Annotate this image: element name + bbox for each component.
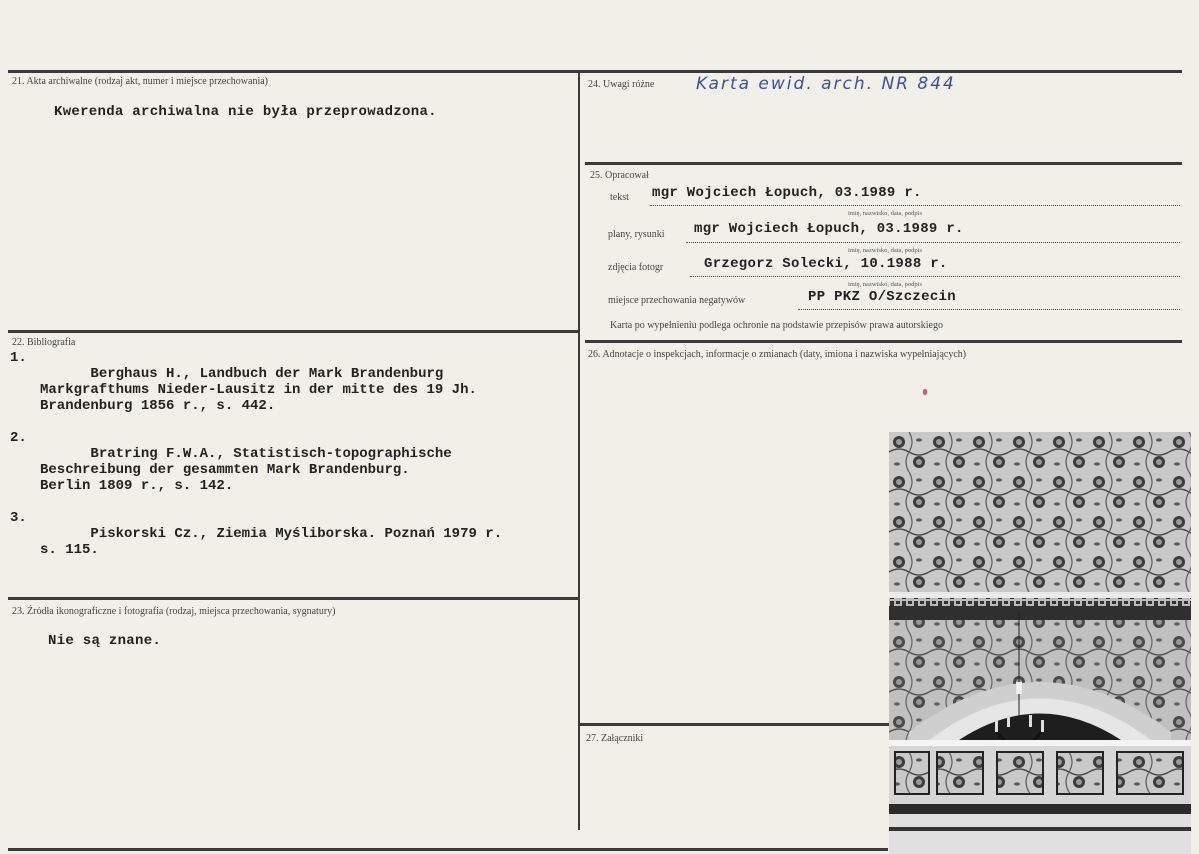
bottom-rule bbox=[8, 848, 888, 851]
zdjecia-dotline bbox=[690, 276, 1180, 277]
tekst-dotline bbox=[650, 205, 1180, 206]
miejsce-value: PP PKZ O/Szczecin bbox=[808, 289, 956, 305]
bibliography-item-number: 1. bbox=[10, 350, 27, 366]
pink-mark bbox=[923, 389, 927, 395]
copyright-note: Karta po wypełnieniu podlega ochronie na podstawie przepisów prawa autorskiego bbox=[610, 320, 943, 331]
plany-value: mgr Wojciech Łopuch, 03.1989 r. bbox=[694, 221, 964, 237]
bibliography-item-text: Piskorski Cz., Ziemia Myśliborska. Poznań 1979 r. s. 115. bbox=[40, 526, 503, 558]
bibliography-item-number: 2. bbox=[10, 430, 27, 446]
bibliography-item-text: Bratring F.W.A., Statistisch-topographische Beschreibung der gesammten Mark Brandenburg. Berlin 1809 r., s. 142. bbox=[40, 446, 452, 494]
bibliography-list bbox=[10, 350, 502, 574]
rule-22-23 bbox=[8, 597, 578, 600]
bibliography-item bbox=[10, 510, 502, 574]
section24-handwritten-note: Karta ewid. arch. NR 844 bbox=[696, 74, 956, 94]
plany-dotline bbox=[686, 242, 1180, 243]
plany-caption: imię, nazwisko, data, podpis bbox=[848, 247, 923, 254]
section24-label: 24. Uwagi różne bbox=[588, 79, 655, 90]
bibliography-item bbox=[10, 430, 502, 510]
rule-21-22 bbox=[8, 330, 578, 333]
zdjecia-caption: imię, nazwisko, data, podpis bbox=[848, 281, 923, 288]
zdjecia-label: zdjęcia fotogr bbox=[608, 262, 664, 273]
rule-24-25 bbox=[585, 162, 1182, 165]
miejsce-label: miejsce przechowania negatywów bbox=[608, 295, 746, 306]
plany-label: plany, rysunki bbox=[608, 229, 665, 240]
bibliography-item-text: Berghaus H., Landbuch der Mark Brandenburg Markgrafthums Nieder-Lausitz in der mitte des 19 Jh. Brandenburg 1856 r., s. 442. bbox=[40, 366, 477, 414]
tekst-caption: imię, nazwisko, data, podpis bbox=[848, 210, 923, 217]
section22-label: 22. Bibliografia bbox=[12, 337, 76, 348]
section21-text: Kwerenda archiwalna nie była przeprowadzona. bbox=[54, 104, 437, 120]
section23-label: 23. Źródła ikonograficzne i fotografia (rodzaj, miejsca przechowania, sygnatury) bbox=[12, 606, 336, 617]
section21-label: 21. Akta archiwalne (rodzaj akt, numer i miejsce przechowania) bbox=[12, 76, 269, 87]
section27-label: 27. Załączniki bbox=[586, 733, 644, 744]
bibliography-item-number: 3. bbox=[10, 510, 27, 526]
bibliography-item bbox=[10, 350, 502, 430]
section23-text: Nie są znane. bbox=[48, 633, 162, 649]
zdjecia-value: Grzegorz Solecki, 10.1988 r. bbox=[704, 256, 948, 272]
rule-25-26 bbox=[585, 340, 1182, 343]
church-interior-photo bbox=[889, 432, 1191, 854]
tekst-label: tekst bbox=[610, 192, 629, 203]
section25-label: 25. Opracował bbox=[590, 170, 649, 181]
tekst-value: mgr Wojciech Łopuch, 03.1989 r. bbox=[652, 185, 922, 201]
miejsce-dotline bbox=[798, 309, 1180, 310]
rule-26-27 bbox=[580, 723, 890, 726]
section26-label: 26. Adnotacje o inspekcjach, informacje o zmianach (daty, imiona i nazwiska wypełniających) bbox=[588, 349, 967, 360]
center-rule bbox=[578, 70, 580, 830]
top-rule bbox=[8, 70, 1182, 73]
